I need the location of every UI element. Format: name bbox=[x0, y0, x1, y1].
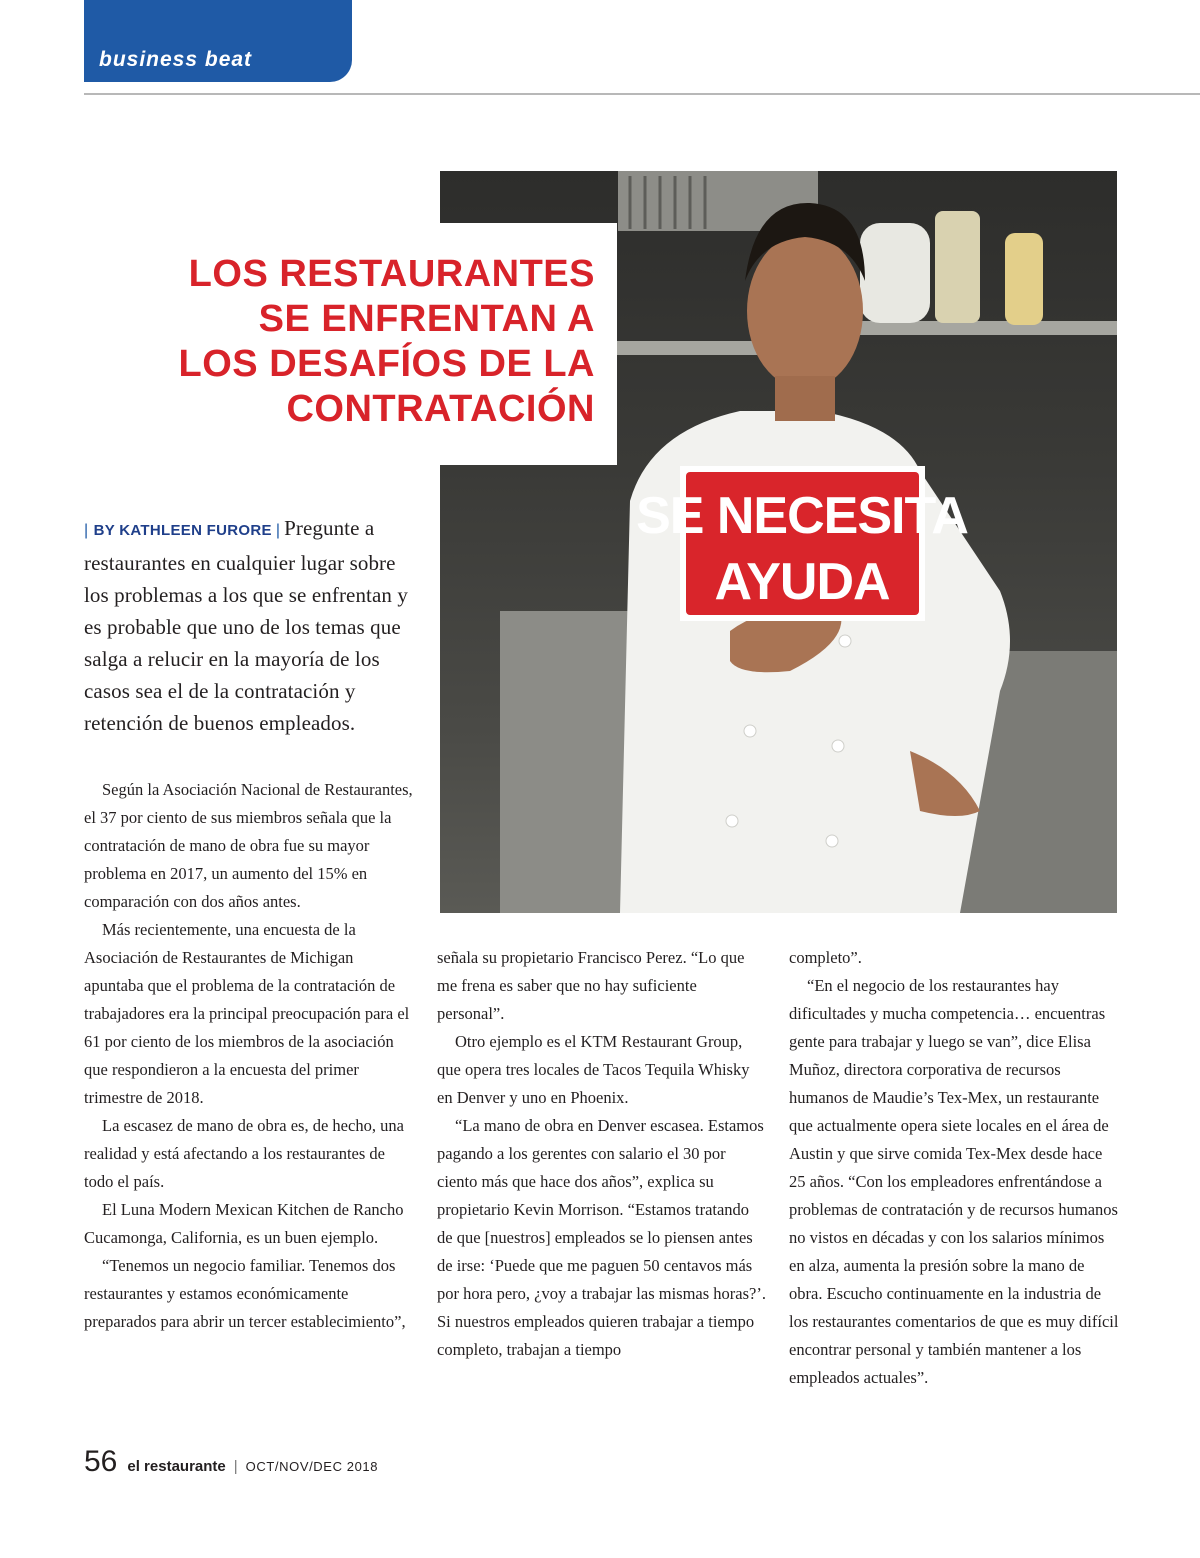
magazine-name: el restaurante bbox=[127, 1458, 226, 1475]
paragraph: “Tenemos un negocio familiar. Tenemos dos restaurantes y estamos económicamente preparados para abrir un tercer establecimiento”, bbox=[84, 1256, 406, 1331]
paragraph: El Luna Modern Mexican Kitchen de Rancho Cucamonga, California, es un buen ejemplo. bbox=[84, 1200, 404, 1247]
sign-line-1: SE NECESITA bbox=[636, 487, 968, 545]
page-number: 56 bbox=[84, 1445, 118, 1478]
issue-date: OCT/NOV/DEC 2018 bbox=[245, 1459, 379, 1474]
byline-divider: | bbox=[275, 522, 281, 539]
footer-divider: | bbox=[233, 1458, 238, 1475]
lead-paragraph bbox=[84, 512, 424, 739]
section-label: business beat bbox=[99, 48, 253, 71]
paragraph: “La mano de obra en Denver escasea. Estamos pagando a los gerentes con salario el 30 por ciento más que hace dos años”, explica su propietario Kevin Morrison. “Estamos tratando de que [nuestros] empleados se lo piensen antes de irse: ‘Puede que me paguen 50 centavos más por hora pero, ¿voy a trabajar las mismas horas?’. Si nuestros empleados quieren trabajar a tiempo completo, trabajan a tiempo bbox=[437, 1116, 766, 1359]
sign-line-2: AYUDA bbox=[714, 553, 890, 611]
paragraph: La escasez de mano de obra es, de hecho, una realidad y está afectando a los restaurantes de todo el país. bbox=[84, 1116, 404, 1191]
title-line: LOS RESTAURANTES bbox=[188, 253, 595, 295]
page-footer bbox=[84, 1445, 378, 1485]
lead-text: Pregunte a restaurantes en cualquier lugar sobre los problemas a los que se enfrentan y es probable que uno de los temas que salga a relucir en la mayoría de los casos sea el de la contratación y retención de buenos empleados. bbox=[84, 516, 408, 735]
title-line: LOS DESAFÍOS DE LA bbox=[178, 343, 595, 385]
section-tab bbox=[84, 0, 352, 82]
paragraph-continued: señala su propietario Francisco Perez. “Lo que me frena es saber que no hay suficiente personal”. bbox=[437, 948, 745, 1023]
paragraph: “En el negocio de los restaurantes hay dificultades y mucha competencia… encuentras gente para trabajar y luego se van”, dice Elisa Muñoz, directora corporativa de recursos humanos de Maudie’s Tex-Mex, un restaurante que actualmente opera siete locales en el área de Austin y que sirve comida Tex-Mex desde hace 25 años. “Con los empleadores enfrentándose a problemas de contratación y de recursos humanos no vistos en décadas y con los salarios mínimos en alza, aumenta la presión sobre la mano de obra. Escucho continuamente en la industria de los restaurantes comentarios de que es muy difícil encontrar personal y también mantener a los empleados actuales”. bbox=[789, 976, 1119, 1387]
article-title bbox=[150, 252, 595, 432]
paragraph: Según la Asociación Nacional de Restaurantes, el 37 por ciento de sus miembros señala que la contratación de mano de obra fue su mayor problema en 2017, un aumento del 15% en comparación con dos años antes. bbox=[84, 780, 413, 911]
body-column-2 bbox=[437, 944, 767, 1364]
paragraph: Otro ejemplo es el KTM Restaurant Group, que opera tres locales de Tacos Tequila Whisky en Denver y uno en Phoenix. bbox=[437, 1032, 750, 1107]
title-line: CONTRATACIÓN bbox=[286, 388, 595, 430]
byline: BY KATHLEEN FURORE bbox=[93, 522, 272, 539]
paragraph: Más recientemente, una encuesta de la Asociación de Restaurantes de Michigan apuntaba que el problema de la contratación de trabajadores era la principal preocupación para el 61 por ciento de los miembros de la asociación que respondieron a la encuesta del primer trimestre de 2018. bbox=[84, 920, 410, 1107]
title-line: SE ENFRENTAN A bbox=[258, 298, 595, 340]
byline-divider: | bbox=[84, 522, 89, 539]
header-divider bbox=[84, 93, 1200, 95]
body-column-1 bbox=[84, 776, 414, 1336]
body-column-3 bbox=[789, 944, 1119, 1392]
paragraph-continued: completo”. bbox=[789, 948, 862, 967]
